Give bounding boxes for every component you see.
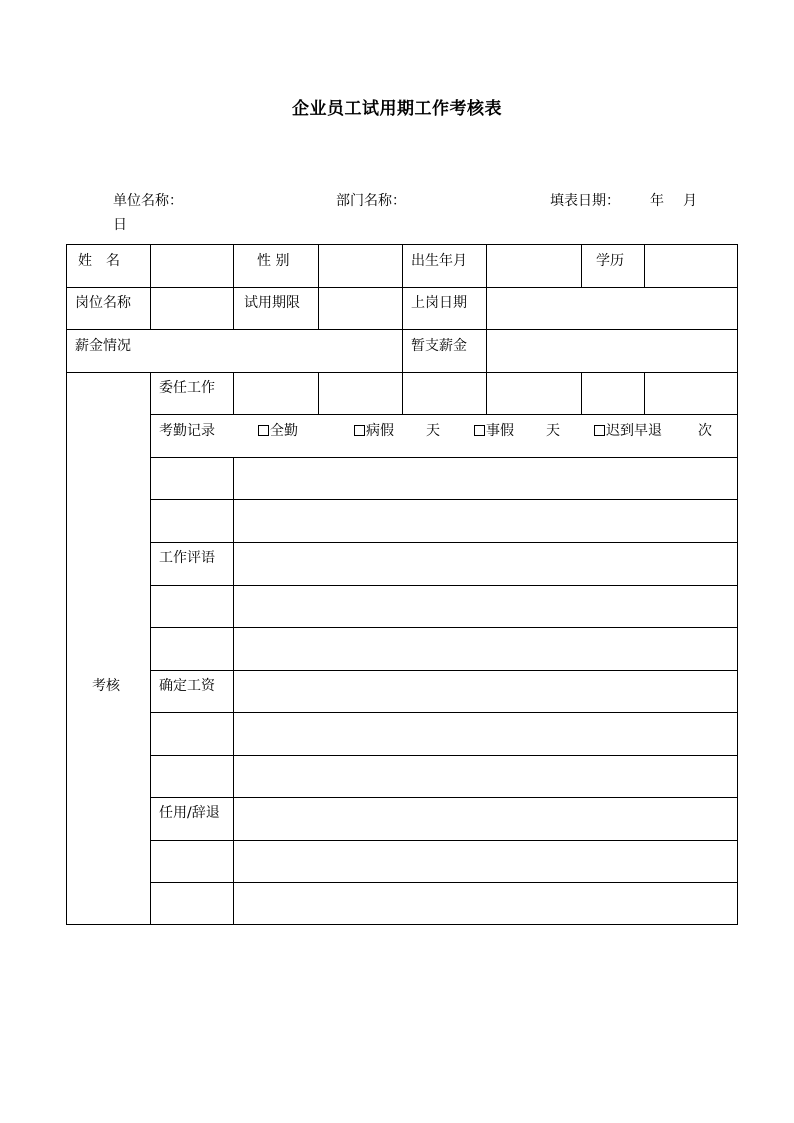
late-times-unit: 次 — [698, 423, 712, 439]
checkbox-icon[interactable] — [474, 425, 485, 436]
education-label: 学历 — [596, 253, 624, 269]
page-title: 企业员工试用期工作考核表 — [292, 99, 502, 119]
birth-label: 出生年月 — [411, 253, 467, 269]
dept-name-label: 部门名称： — [336, 193, 406, 209]
day-label: 日 — [113, 217, 127, 233]
sick-leave-text: 病假 — [366, 423, 394, 439]
year-label: 年 — [650, 193, 664, 209]
gender-label: 性 别 — [257, 253, 290, 269]
temp-salary-label: 暂支薪金 — [411, 338, 467, 354]
personal-leave-option[interactable] — [474, 421, 514, 441]
late-early-text: 迟到早退 — [606, 423, 662, 439]
fill-date-label: 填表日期： — [550, 193, 620, 209]
late-early-option[interactable] — [594, 421, 662, 441]
position-label: 岗位名称 — [75, 295, 131, 311]
name-label: 姓 名 — [78, 253, 120, 269]
work-comment-label: 工作评语 — [159, 550, 215, 566]
full-attendance-text: 全勤 — [270, 423, 298, 439]
sick-days-unit: 天 — [426, 423, 440, 439]
start-date-label: 上岗日期 — [411, 295, 467, 311]
attendance-label: 考勤记录 — [159, 423, 215, 439]
personal-days-unit: 天 — [546, 423, 560, 439]
checkbox-icon[interactable] — [258, 425, 269, 436]
month-label: 月 — [683, 193, 697, 209]
assessment-label: 考核 — [92, 678, 120, 694]
checkbox-icon[interactable] — [594, 425, 605, 436]
full-attendance-option[interactable] — [258, 421, 298, 441]
salary-label: 薪金情况 — [75, 338, 131, 354]
sick-leave-option[interactable] — [354, 421, 394, 441]
confirm-salary-label: 确定工资 — [159, 678, 215, 694]
hire-dismiss-label: 任用/辞退 — [159, 805, 220, 821]
probation-period-label: 试用期限 — [244, 295, 300, 311]
personal-leave-text: 事假 — [486, 423, 514, 439]
assigned-work-label: 委任工作 — [159, 380, 215, 396]
unit-name-label: 单位名称： — [113, 193, 183, 209]
checkbox-icon[interactable] — [354, 425, 365, 436]
